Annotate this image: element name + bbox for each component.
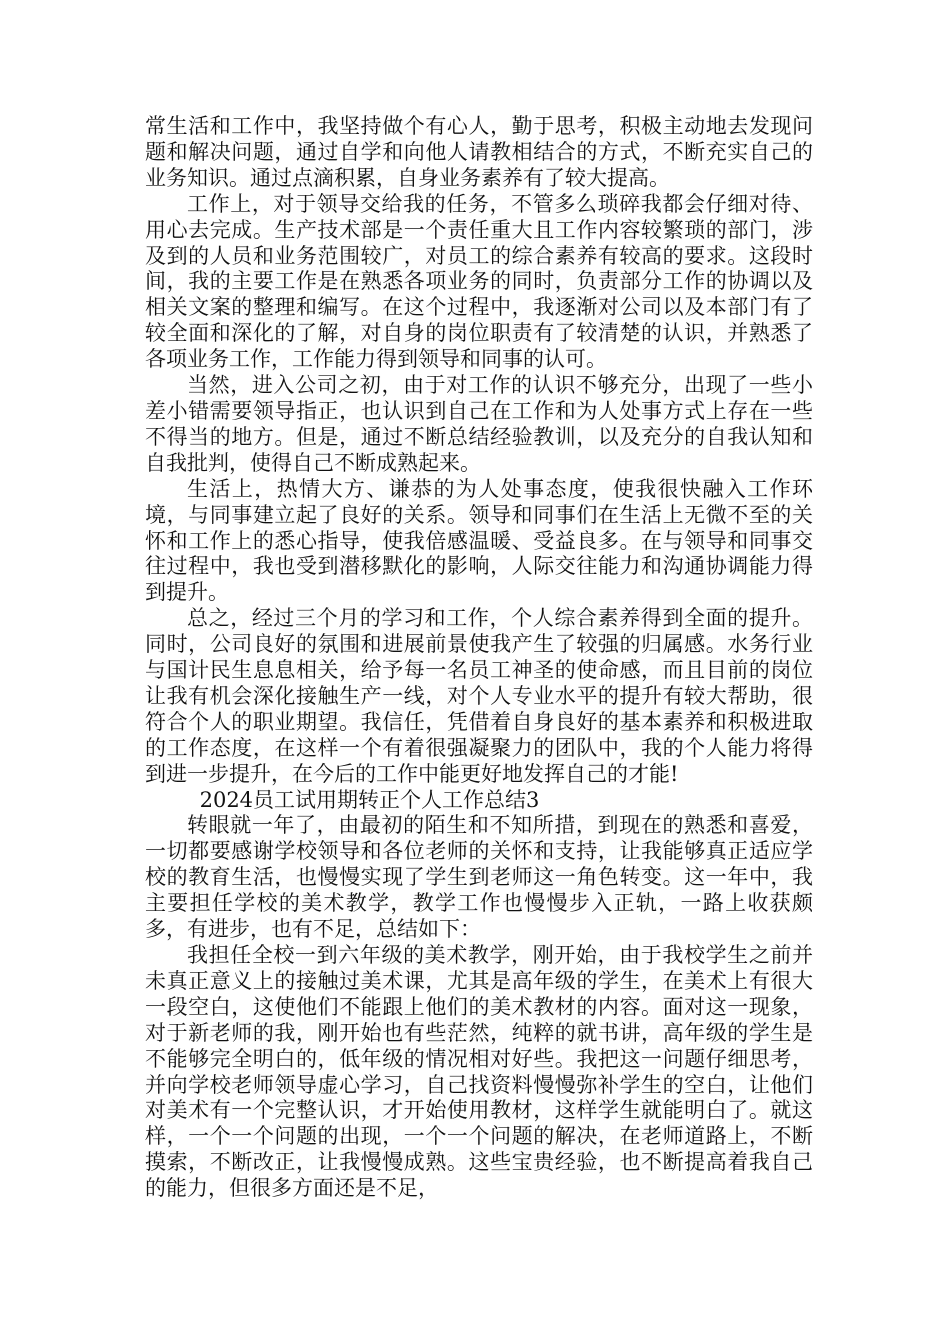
paragraph-summary: 总之，经过三个月的学习和工作，个人综合素养得到全面的提升。同时，公司良好的氛围和进展前景使我产生了较强的归属感。水务行业与国计民生息息相关，给予每一名员工神圣的使命感，而且目前的岗位让我有机会深化接触生产一线，对个人专业水平的提升有较大帮助，很符合个人的职业期望。我信任，凭借着自身良好的基本素养和积极进取的工作态度，在这样一个有着很强凝聚力的团队中，我的个人能力将得到进一步提升，在今后的工作中能更好地发挥自己的才能! bbox=[145, 606, 813, 786]
section-heading: 2024员工试用期转正个人工作总结3 bbox=[199, 787, 540, 812]
paragraph-continuation: 常生活和工作中，我坚持做个有心人，勤于思考，积极主动地去发现问题和解决问题，通过自学和向他人请教相结合的方式，不断充实自己的业务知识。通过点滴积累，自身业务素养有了较大提高。 bbox=[145, 114, 813, 190]
document-body bbox=[145, 114, 813, 1202]
paragraph-work: 工作上，对于领导交给我的任务，不管多么琐碎我都会仔细对待、用心去完成。生产技术部是一个责任重大且工作内容较繁琐的部门，涉及到的人员和业务范围较广，对员工的综合素养有较高的要求。这段时间，我的主要工作是在熟悉各项业务的同时，负责部分工作的协调以及相关文案的整理和编写。在这个过程中，我逐渐对公司以及本部门有了较全面和深化的了解，对自身的岗位职责有了较清楚的认识，并熟悉了各项业务工作，工作能力得到领导和同事的认可。 bbox=[145, 191, 813, 372]
paragraph-intro-year: 转眼就一年了，由最初的陌生和不知所措，到现在的熟悉和喜爱，一切都要感谢学校领导和各位老师的关怀和支持，让我能够真正适应学校的教育生活，也慢慢实现了学生到老师这一角色转变。这一年中，我主要担任学校的美术教学，教学工作也慢慢步入正轨，一路上收获颇多，有进步，也有不足，总结如下： bbox=[145, 813, 813, 942]
paragraph-reflection: 当然，进入公司之初，由于对工作的认识不够充分，出现了一些小差小错需要领导指正，也认识到自己在工作和为人处事方式上存在一些不得当的地方。但是，通过不断总结经验教训，以及充分的自我认知和自我批判，使得自己不断成熟起来。 bbox=[145, 373, 813, 475]
paragraph-art-teaching: 我担任全校一到六年级的美术教学，刚开始，由于我校学生之前并未真正意义上的接触过美术课，尤其是高年级的学生，在美术上有很大一段空白，这使他们不能跟上他们的美术教材的内容。面对这一现象，对于新老师的我，刚开始也有些茫然，纯粹的就书讲，高年级的学生是不能够完全明白的，低年级的情况相对好些。我把这一问题仔细思考，并向学校老师领导虚心学习，自己找资料慢慢弥补学生的空白，让他们对美术有一个完整认识，才开始使用教材，这样学生就能明白了。就这样，一个一个问题的出现，一个一个问题的解决，在老师道路上，不断摸索，不断改正，让我慢慢成熟。这些宝贵经验，也不断提高着我自己的能力，但很多方面还是不足， bbox=[145, 943, 813, 1201]
paragraph-life: 生活上，热情大方、谦恭的为人处事态度，使我很快融入工作环境，与同事建立起了良好的关系。领导和同事们在生活上无微不至的关怀和工作上的悉心指导，使我倍感温暖、受益良多。在与领导和同事交往过程中，我也受到潜移默化的影响，人际交往能力和沟通协调能力得到提升。 bbox=[145, 476, 813, 605]
